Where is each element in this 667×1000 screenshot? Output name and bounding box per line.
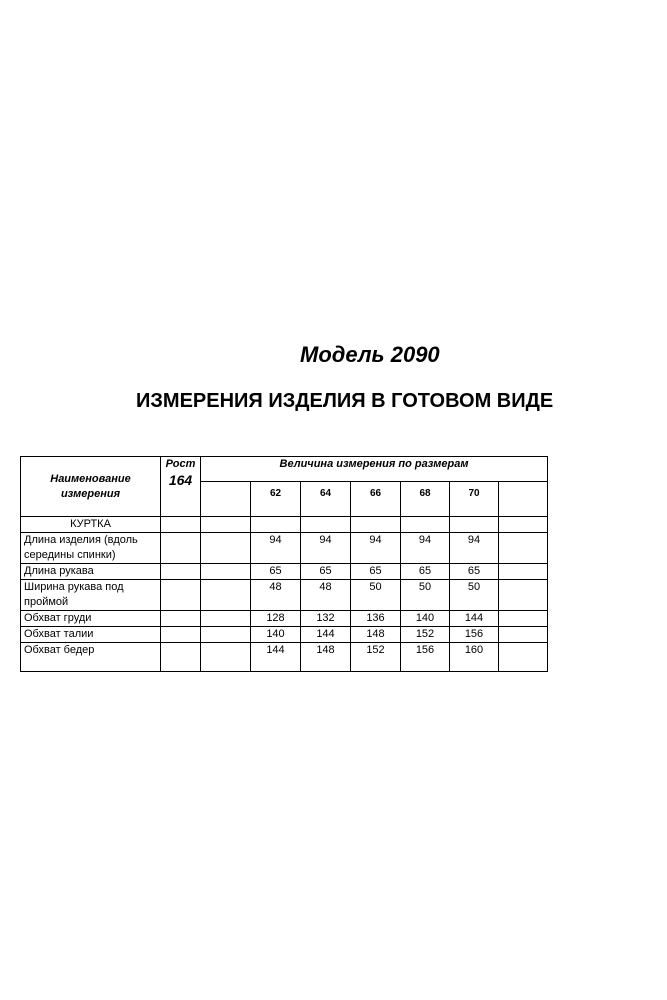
measurement-value: 148 <box>351 627 401 643</box>
size-cell: 66 <box>351 482 401 517</box>
measurement-value: 94 <box>450 533 499 564</box>
table-row <box>21 533 548 564</box>
height-column-header <box>161 457 201 517</box>
measurement-name: Обхват груди <box>21 611 161 627</box>
measurement-value: 94 <box>301 533 351 564</box>
measurement-value: 148 <box>301 643 351 672</box>
size-chart-table <box>20 456 548 672</box>
measurement-value <box>499 611 548 627</box>
size-cell: 68 <box>401 482 450 517</box>
measurement-name: Обхват талии <box>21 627 161 643</box>
model-title: Модель 2090 <box>300 342 440 367</box>
measurement-name: Обхват бедер <box>21 643 161 672</box>
table-cell <box>161 517 201 533</box>
measurement-value <box>499 580 548 611</box>
size-cell: 62 <box>251 482 301 517</box>
table-row <box>21 627 548 643</box>
measurement-value: 152 <box>401 627 450 643</box>
measurement-name: Длина изделия (вдоль середины спинки) <box>21 533 161 564</box>
measurement-value: 128 <box>251 611 301 627</box>
table-cell <box>401 517 450 533</box>
table-cell <box>301 517 351 533</box>
measurement-value: 156 <box>450 627 499 643</box>
measurement-value: 140 <box>401 611 450 627</box>
measurement-value: 94 <box>251 533 301 564</box>
table-cell <box>201 564 251 580</box>
measurement-value: 140 <box>251 627 301 643</box>
measurement-value: 152 <box>351 643 401 672</box>
table-cell <box>161 611 201 627</box>
measurement-value: 65 <box>401 564 450 580</box>
table-cell <box>161 580 201 611</box>
measurement-value <box>499 564 548 580</box>
measurement-value: 65 <box>301 564 351 580</box>
height-label: Рост <box>165 458 196 470</box>
section-row <box>21 517 548 533</box>
measurement-name: Ширина рукава под проймой <box>21 580 161 611</box>
measurement-value: 50 <box>450 580 499 611</box>
measurement-value <box>499 627 548 643</box>
measurement-value: 144 <box>301 627 351 643</box>
size-cell: 70 <box>450 482 499 517</box>
measurement-value <box>499 643 548 672</box>
table-cell <box>161 643 201 672</box>
measurement-value: 144 <box>251 643 301 672</box>
sizes-header: Величина измерения по размерам <box>201 457 548 482</box>
measurement-name: Длина рукава <box>21 564 161 580</box>
measurement-value: 136 <box>351 611 401 627</box>
measurement-value: 65 <box>251 564 301 580</box>
table-cell <box>201 611 251 627</box>
size-cell: 64 <box>301 482 351 517</box>
table-cell <box>201 627 251 643</box>
name-column-header: Наименование измерения <box>21 457 161 517</box>
measurement-value: 94 <box>401 533 450 564</box>
measurement-value: 48 <box>301 580 351 611</box>
measurement-value <box>499 533 548 564</box>
section-label: КУРТКА <box>21 517 161 533</box>
table-row <box>21 611 548 627</box>
table-cell <box>161 533 201 564</box>
measurement-value: 94 <box>351 533 401 564</box>
table-cell <box>201 533 251 564</box>
table-row <box>21 564 548 580</box>
table-cell <box>450 517 499 533</box>
measurement-value: 144 <box>450 611 499 627</box>
measurement-value: 160 <box>450 643 499 672</box>
measurement-value: 65 <box>450 564 499 580</box>
table-cell <box>499 517 548 533</box>
size-cell-empty <box>201 482 251 517</box>
measurement-value: 156 <box>401 643 450 672</box>
height-value: 164 <box>168 472 193 488</box>
measurement-value: 48 <box>251 580 301 611</box>
table-cell <box>201 517 251 533</box>
table-cell <box>251 517 301 533</box>
table-cell <box>161 627 201 643</box>
table-cell <box>351 517 401 533</box>
size-cell <box>499 482 548 517</box>
measurement-value: 65 <box>351 564 401 580</box>
table-cell <box>201 643 251 672</box>
measurement-value: 132 <box>301 611 351 627</box>
measurement-value: 50 <box>401 580 450 611</box>
measurement-value: 50 <box>351 580 401 611</box>
table-cell <box>161 564 201 580</box>
page-title: ИЗМЕРЕНИЯ ИЗДЕЛИЯ В ГОТОВОМ ВИДЕ <box>136 390 554 412</box>
table-row <box>21 580 548 611</box>
table-cell <box>201 580 251 611</box>
table-row <box>21 643 548 672</box>
table-header-row <box>21 457 548 482</box>
